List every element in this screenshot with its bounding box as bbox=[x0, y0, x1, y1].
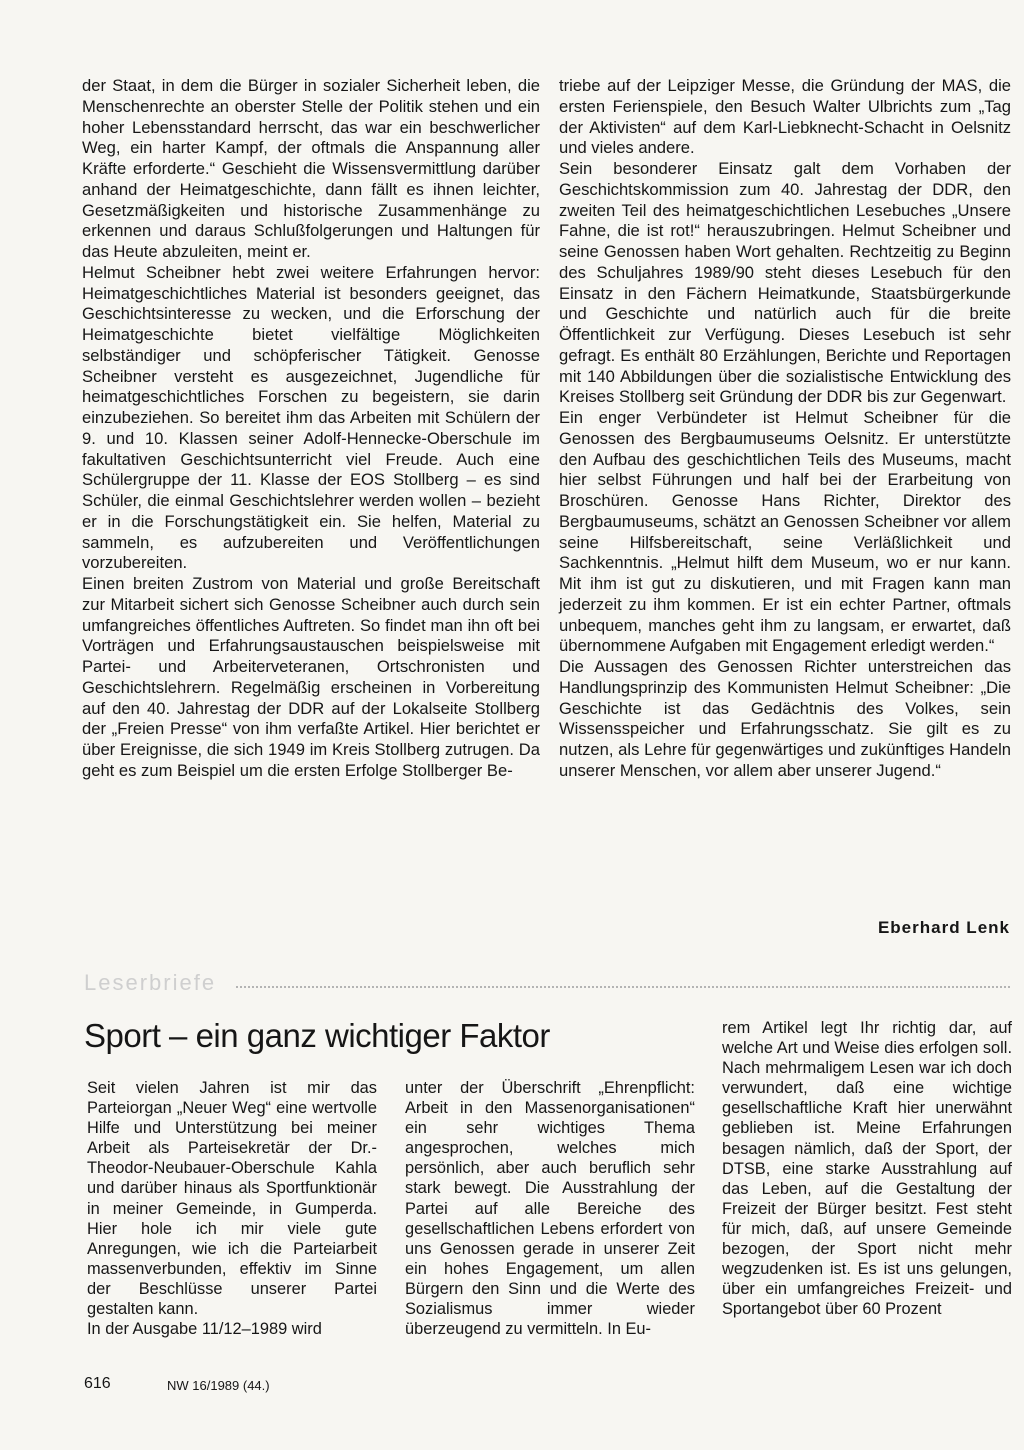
section-divider bbox=[236, 986, 1010, 988]
article-paragraph: der Staat, in dem die Bürger in sozialer Sicherheit leben, die Menschenrechte an oberster Stelle der Politik stehen und ein hoher Lebensstandard herrscht, das war ein beschwerlicher Weg, ein harter Kampf, der oftmals die Anspannung aller Kräfte erforderte.“ Geschieht die Wissensvermittlung darüber anhand der Heimatgeschichte, dann fällt es ihnen leichter, Gesetzmäßigkeiten und historische Zusammenhänge zu erkennen und daraus Schlußfolgerungen und Haltungen für das Heute abzuleiten, meint er. bbox=[82, 76, 540, 261]
article-paragraph: Helmut Scheibner hebt zwei weitere Erfahrungen hervor: Heimatgeschichtliches Material ist besonders geeignet, das Geschichtsinteresse zu wecken, und die Erforschung der Heimatgeschichte bietet vielfältige Möglichkeiten selbständiger und schöpferischer Tätigkeit. Genosse Scheibner versteht es ausgezeichnet, Jugendliche für heimatgeschichtliches Forschen zu begeistern, sie darin einzubeziehen. So bereitet ihm das Arbeiten mit Schülern der 9. und 10. Klassen seiner Adolf-Hennecke-Oberschule im fakultativen Geschichtsunterricht viel Freude. Auch eine Schülergruppe der 11. Klasse der EOS Stollberg – es sind Schüler, die einmal Geschichtslehrer werden wollen – bezieht er in die Forschungstätigkeit ein. Sie helfen, Material zu sammeln, es aufzubereiten und Veröffentlichungen vorzubereiten. bbox=[82, 262, 540, 573]
page-number: 616 bbox=[84, 1375, 111, 1392]
article-paragraph: Die Aussagen des Genossen Richter unterstreichen das Handlungsprinzip des Kommunisten Helmut Scheibner: „Die Geschichte ist das Gedächtnis des Volkes, sein Wissensspeicher und Erfahrungsschatz. Sie gilt es zu nutzen, als Lehre für gegenwärtiges und zukünftiges Handeln unserer Menschen, vor allem aber unserer Jugend.“ bbox=[559, 657, 1011, 780]
letter-paragraph: rem Artikel legt Ihr richtig dar, auf welche Art und Weise dies erfolgen soll. Nach mehrmaligem Lesen war ich doch verwundert, daß eine wichtige gesellschaftliche Kraft hier unerwähnt geblieben ist. Meine Erfahrungen besagen nämlich, daß der Sport, der DTSB, eine starke Ausstrahlung auf das Leben, auf die Gestaltung der Freizeit der Bürger besitzt. Fest steht für mich, daß, auf unsere Gemeinde bezogen, der Sport nicht mehr wegzudenken ist. Es ist uns gelungen, über ein umfangreiches Freizeit- und Sportangebot über 60 Prozent bbox=[722, 1019, 1012, 1319]
issue-reference: NW 16/1989 (44.) bbox=[167, 1378, 270, 1393]
article-paragraph: Einen breiten Zustrom von Material und große Bereitschaft zur Mitarbeit sichert sich Genosse Scheibner auch durch sein umfangreiches öffentliches Auftreten. So findet man ihn oft bei Vorträgen und Erfahrungsaustauschen beispielsweise mit Partei- und Arbeiterveteranen, Ortschronisten und Geschichtslehrern. Regelmäßig erscheinen in Vorbereitung auf den 40. Jahrestag der DDR auf der Lokalseite Stollberg der „Freien Presse“ von ihm verfaßte Artikel. Hier berichtet er über Ereignisse, die sich 1949 im Kreis Stollberg zutrugen. Da geht es zum Beispiel um die ersten Erfolge Stollberger Be- bbox=[82, 574, 540, 780]
letter-paragraph: In der Ausgabe 11/12–1989 wird bbox=[87, 1320, 322, 1339]
letter-headline: Sport – ein ganz wichtiger Faktor bbox=[84, 1017, 550, 1054]
letter-paragraph: unter der Überschrift „Ehrenpflicht: Arbeit in den Massenorganisationen“ ein sehr wichtiges Thema angesprochen, welches mich persönlich, aber auch beruflich sehr stark bewegt. Die Ausstrahlung der Partei auf alle Bereiche des gesellschaftlichen Lebens erfordert von uns Genossen gerade in unserer Zeit ein hohes Engagement, um allen Bürgern den Sinn und die Werte des Sozialismus immer wieder überzeugend zu vermitteln. In Eu- bbox=[405, 1079, 695, 1339]
letter-column-2 bbox=[405, 1078, 695, 1339]
article-author: Eberhard Lenk bbox=[877, 918, 1010, 937]
letter-column-1 bbox=[87, 1078, 377, 1339]
article-column-2 bbox=[559, 76, 1011, 782]
section-label: Leserbriefe bbox=[84, 970, 217, 995]
letter-paragraph: Seit vielen Jahren ist mir das Parteiorgan „Neuer Weg“ eine wertvolle Hilfe und Unterstützung bei meiner Arbeit als Parteisekretär der Dr.-Theodor-Neubauer-Oberschule Kahla und darüber hinaus als Sportfunktionär in meiner Gemeinde, in Gumperda. Hier hole ich mir viele gute Anregungen, wie ich die Parteiarbeit massenverbunden, effektiv im Sinne der Beschlüsse unserer Partei gestalten kann. bbox=[87, 1079, 377, 1319]
letter-column-3 bbox=[722, 1018, 1012, 1319]
article-paragraph: Sein besonderer Einsatz galt dem Vorhaben der Geschichtskommission zum 40. Jahrestag der DDR, den zweiten Teil des heimatgeschichtlichen Lesebuches „Unsere Fahne, die ist rot!“ herauszubringen. Helmut Scheibner und seine Genossen haben Wort gehalten. Rechtzeitig zu Beginn des Schuljahres 1989/90 steht dieses Lesebuch für den Einsatz in den Fächern Heimatkunde, Staatsbürgerkunde und Geschichte und natürlich auch für die breite Öffentlichkeit zur Verfügung. Dieses Lesebuch ist sehr gefragt. Es enthält 80 Erzählungen, Berichte und Reportagen mit 140 Abbildungen über die sozialistische Entwicklung des Kreises Stollberg seit Gründung der DDR bis zur Gegenwart. bbox=[559, 159, 1011, 407]
article-paragraph: triebe auf der Leipziger Messe, die Gründung der MAS, die ersten Ferienspiele, den Besuch Walter Ulbrichts zum „Tag der Aktivisten“ auf dem Karl-Liebknecht-Schacht in Oelsnitz und vieles andere. bbox=[559, 76, 1011, 158]
article-column-1 bbox=[82, 76, 540, 782]
article-paragraph: Ein enger Verbündeter ist Helmut Scheibner für die Genossen des Bergbaumuseums Oelsnitz. Er unterstützte den Aufbau des geschichtlichen Teils des Museums, macht hier selbst Führungen und half bei der Erarbeitung von Broschüren. Genosse Hans Richter, Direktor des Bergbaumuseums, schätzt an Genossen Scheibner vor allem seine Hilfsbereitschaft, seine Verläßlichkeit und Sachkenntnis. „Helmut hilft dem Museum, wo er nur kann. Mit ihm ist gut zu diskutieren, und mit Fragen kann man jederzeit zu ihm kommen. Er ist ein echter Partner, oftmals unbequem, manches geht ihm zu langsam, er erwartet, daß übernommene Aufgaben mit Engagement erledigt werden.“ bbox=[559, 408, 1011, 656]
